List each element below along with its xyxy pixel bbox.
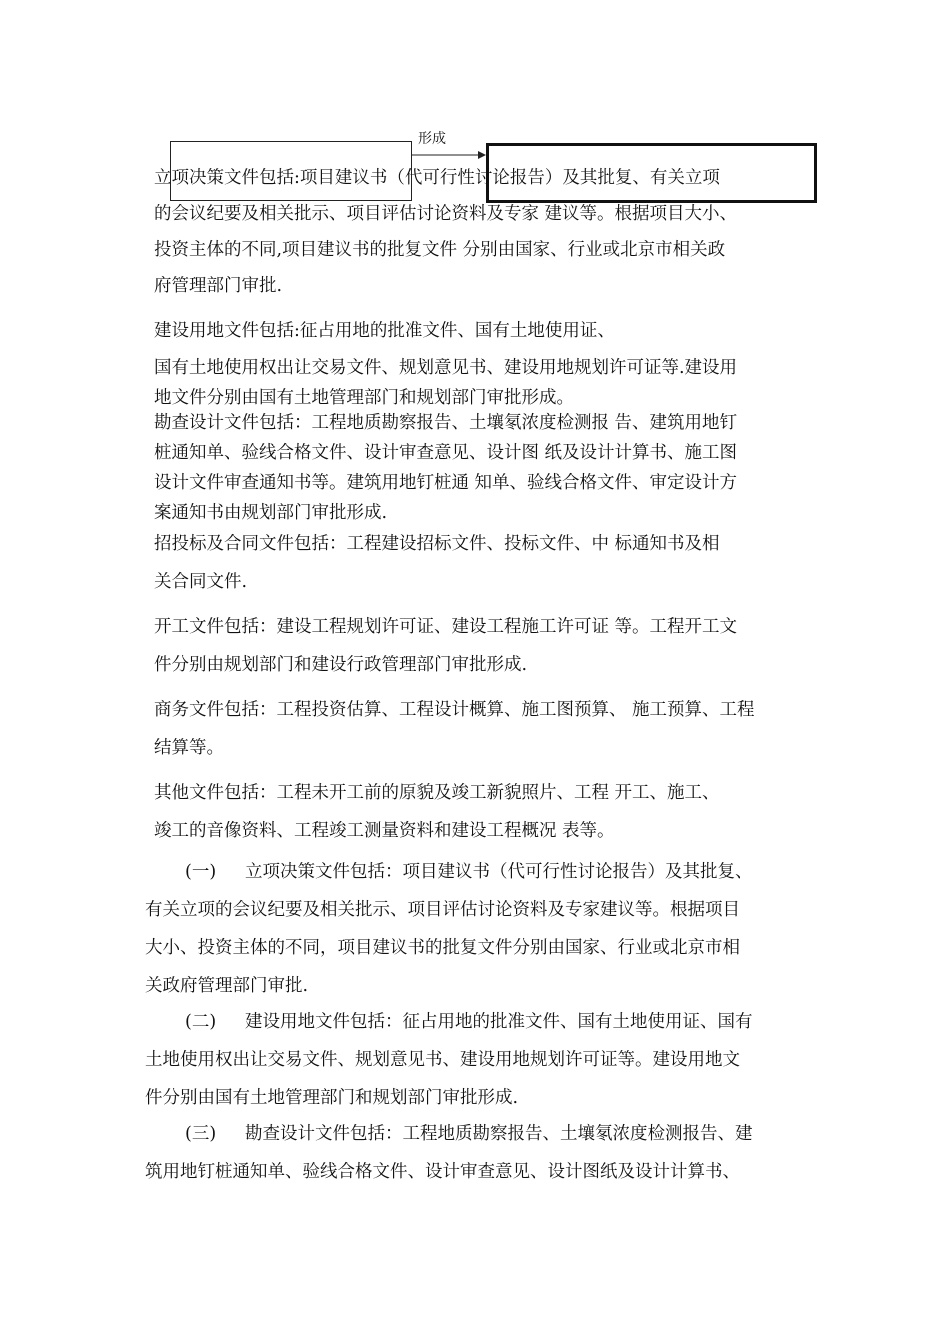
section-number: (三) <box>185 1124 217 1144</box>
text-line: 件分别由规划部门和建设行政管理部门审批形成. <box>154 655 528 675</box>
section-1 <box>145 853 805 1005</box>
text-line: 竣工的音像资料、工程竣工测量资料和建设工程概况 表等。 <box>154 821 615 841</box>
section-2 <box>145 1003 805 1117</box>
text-line: 府管理部门审批. <box>154 276 283 296</box>
text-line: 地文件分别由国有土地管理部门和规划部门审批形成。 <box>154 388 574 408</box>
text-line: 件分别由国有土地管理部门和规划部门审批形成. <box>145 1088 519 1108</box>
text-line: 筑用地钉桩通知单、验线合格文件、设计审查意见、设计图纸及设计计算书、 <box>145 1162 740 1182</box>
text-line: 设计文件审查通知书等。建筑用地钉桩通 知单、验线合格文件、审定设计方 <box>154 473 738 493</box>
text-line: 勘查设计文件包括：工程地质勘察报告、土壤氡浓度检测报 告、建筑用地钉 <box>154 413 738 433</box>
text-line: 其他文件包括：工程未开工前的原貌及竣工新貌照片、工程 开工、施工、 <box>154 783 720 803</box>
section-3 <box>145 1115 805 1191</box>
text-line: 建设用地文件包括：征占用地的批准文件、国有土地使用证、国有 <box>245 1012 753 1032</box>
text-line: 案通知书由规划部门审批形成. <box>154 503 388 523</box>
text-line: 开工文件包括：建设工程规划许可证、建设工程施工许可证 等。工程开工文 <box>154 617 738 637</box>
text-line: 商务文件包括：工程投资估算、工程设计概算、施工图预算、 施工预算、工程 <box>154 700 755 720</box>
paragraph-land-use <box>154 316 814 413</box>
text-line: 的会议纪要及相关批示、项目评估讨论资料及专家 建议等。根据项目大小、 <box>154 204 738 224</box>
paragraph-commencement <box>154 608 814 684</box>
text-line: 立项决策文件包括:项目建议书（代可行性讨论报告）及其批复、有关立项 <box>154 168 720 188</box>
text-line: 投资主体的不同,项目建议书的批复文件 分别由国家、行业或北京市相关政 <box>154 240 726 260</box>
text-line: 勘查设计文件包括：工程地质勘察报告、土壤氡浓度检测报告、建 <box>245 1124 753 1144</box>
paragraph-bidding-contract <box>154 525 814 601</box>
section-number: (二) <box>185 1012 217 1032</box>
text-line: 招投标及合同文件包括：工程建设招标文件、投标文件、中 标通知书及相 <box>154 534 720 554</box>
text-line: 结算等。 <box>154 738 224 758</box>
text-line: 土地使用权出让交易文件、规划意见书、建设用地规划许可证等。建设用地文 <box>145 1050 740 1070</box>
text-line: 关政府管理部门审批. <box>145 976 309 996</box>
flow-arrow-label: 形成 <box>418 131 446 147</box>
section-number: (一) <box>185 862 217 882</box>
text-line: 大小、投资主体的不同，项目建议书的批复文件分别由国家、行业或北京市相 <box>145 938 740 958</box>
text-line: 有关立项的会议纪要及相关批示、项目评估讨论资料及专家建议等。根据项目 <box>145 900 740 920</box>
paragraph-project-decision <box>154 160 814 304</box>
text-line: 建设用地文件包括:征占用地的批准文件、国有土地使用证、 <box>154 321 615 341</box>
text-line: 国有土地使用权出让交易文件、规划意见书、建设用地规划许可证等.建设用 <box>154 358 738 378</box>
paragraph-survey-design <box>154 408 814 528</box>
paragraph-commercial <box>154 691 814 767</box>
paragraph-other <box>154 774 814 850</box>
text-line: 桩通知单、验线合格文件、设计审查意见、设计图 纸及设计计算书、施工图 <box>154 443 738 463</box>
text-line: 立项决策文件包括：项目建议书（代可行性讨论报告）及其批复、 <box>245 862 753 882</box>
text-line: 关合同文件. <box>154 572 248 592</box>
